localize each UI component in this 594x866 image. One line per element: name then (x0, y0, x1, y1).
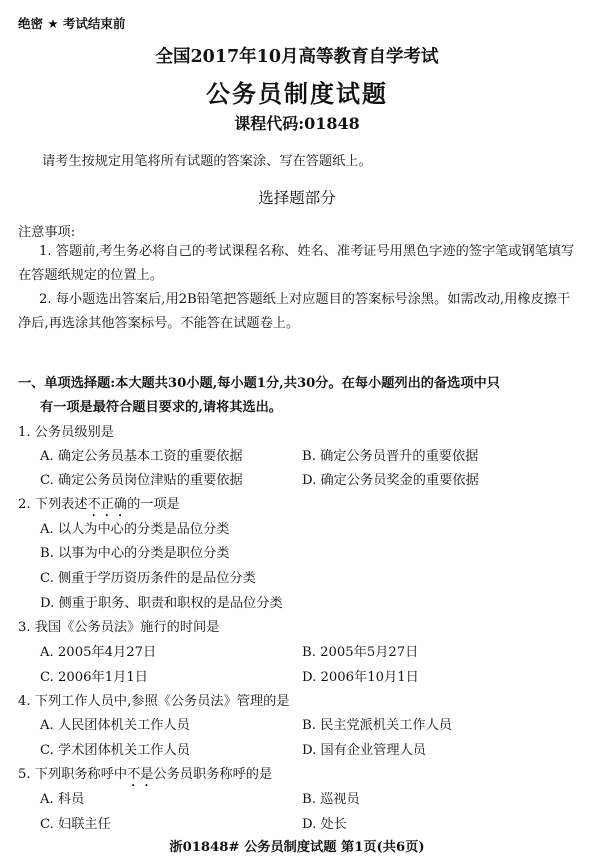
question-2-stem (18, 493, 180, 520)
question-2-option-c: C. 侧重于学历资历条件的是品位分类 (40, 571, 256, 586)
page-footer: 浙01848# 公务员制度试题 第1页(共6页) (169, 840, 425, 855)
question-5-stem (18, 763, 272, 790)
question-2-option-d: D. 侧重于职务、职责和职权的是品位分类 (40, 596, 283, 611)
question-1-option-c: C. 确定公务员岗位津贴的重要依据 (40, 473, 243, 488)
question-4-option-b: B. 民主党派机关工作人员 (302, 718, 452, 733)
question-1-option-b: B. 确定公务员晋升的重要依据 (302, 449, 479, 464)
question-5-stem-pre: 5. 下列职务称呼中 (18, 767, 128, 782)
notice-heading: 注意事项: (18, 225, 76, 240)
subject-title: 公务员制度试题 (206, 79, 388, 108)
question-4-option-d: D. 国有企业管理人员 (302, 743, 426, 758)
question-4-option-a: A. 人民团体机关工作人员 (40, 718, 190, 733)
question-3-option-c: C. 2006年1月1日 (40, 670, 148, 685)
question-2-option-a: A. 以人为中心的分类是品位分类 (40, 522, 230, 537)
question-5-stem-post: 公务员职务称呼的是 (153, 767, 273, 782)
question-3-option-b: B. 2005年5月27日 (302, 645, 419, 660)
exam-title: 全国2017年10月高等教育自学考试 (155, 47, 439, 67)
question-5-stem-emphasis: 不是 (127, 767, 154, 782)
part-one-instruction-line1: 一、单项选择题:本大题共30小题,每小题1分,共30分。在每小题列出的备选项中只 (18, 376, 500, 391)
question-4-stem: 4. 下列工作人员中,参照《公务员法》管理的是 (18, 694, 290, 709)
question-4-option-c: C. 学术团体机关工作人员 (40, 743, 190, 758)
question-2-stem-emphasis: 不正确 (87, 497, 128, 512)
question-3-option-a: A. 2005年4月27日 (40, 645, 157, 660)
notice-item-1: 1. 答题前,考生务必将自己的考试课程名称、姓名、准考证号用黑色字迹的签字笔或钢笔填写在答题纸规定的位置上。 (18, 244, 575, 283)
question-1-option-d: D. 确定公务员奖金的重要依据 (302, 473, 479, 488)
question-1-stem: 1. 公务员级别是 (18, 425, 114, 440)
notice-item-2: 2. 每小题选出答案后,用2B铅笔把答题纸上对应题目的答案标号涂黑。如需改动,用橡皮擦干净后,再选涂其他答案标号。不能答在试题卷上。 (18, 292, 571, 331)
question-5-option-c: C. 妇联主任 (40, 817, 111, 832)
part-one-instruction-line2: 有一项是最符合题目要求的,请将其选出。 (40, 400, 282, 415)
question-5-option-d: D. 处长 (302, 817, 347, 832)
section-title: 选择题部分 (258, 189, 336, 207)
question-5-option-a: A. 科员 (40, 792, 85, 807)
question-2-stem-post: 的一项是 (127, 497, 180, 512)
confidential-label: 绝密 ★ 考试结束前 (18, 16, 126, 31)
question-5-option-b: B. 巡视员 (302, 792, 360, 807)
question-3-stem: 3. 我国《公务员法》施行的时间是 (18, 620, 220, 635)
question-3-option-d: D. 2006年10月1日 (302, 670, 419, 685)
answer-instruction: 请考生按规定用笔将所有试题的答案涂、写在答题纸上。 (42, 154, 372, 169)
question-1-option-a: A. 确定公务员基本工资的重要依据 (40, 449, 243, 464)
question-2-stem-pre: 2. 下列表述 (18, 497, 88, 512)
question-2-option-b: B. 以事为中心的分类是职位分类 (40, 546, 230, 561)
course-code: 课程代码:01848 (234, 114, 360, 133)
